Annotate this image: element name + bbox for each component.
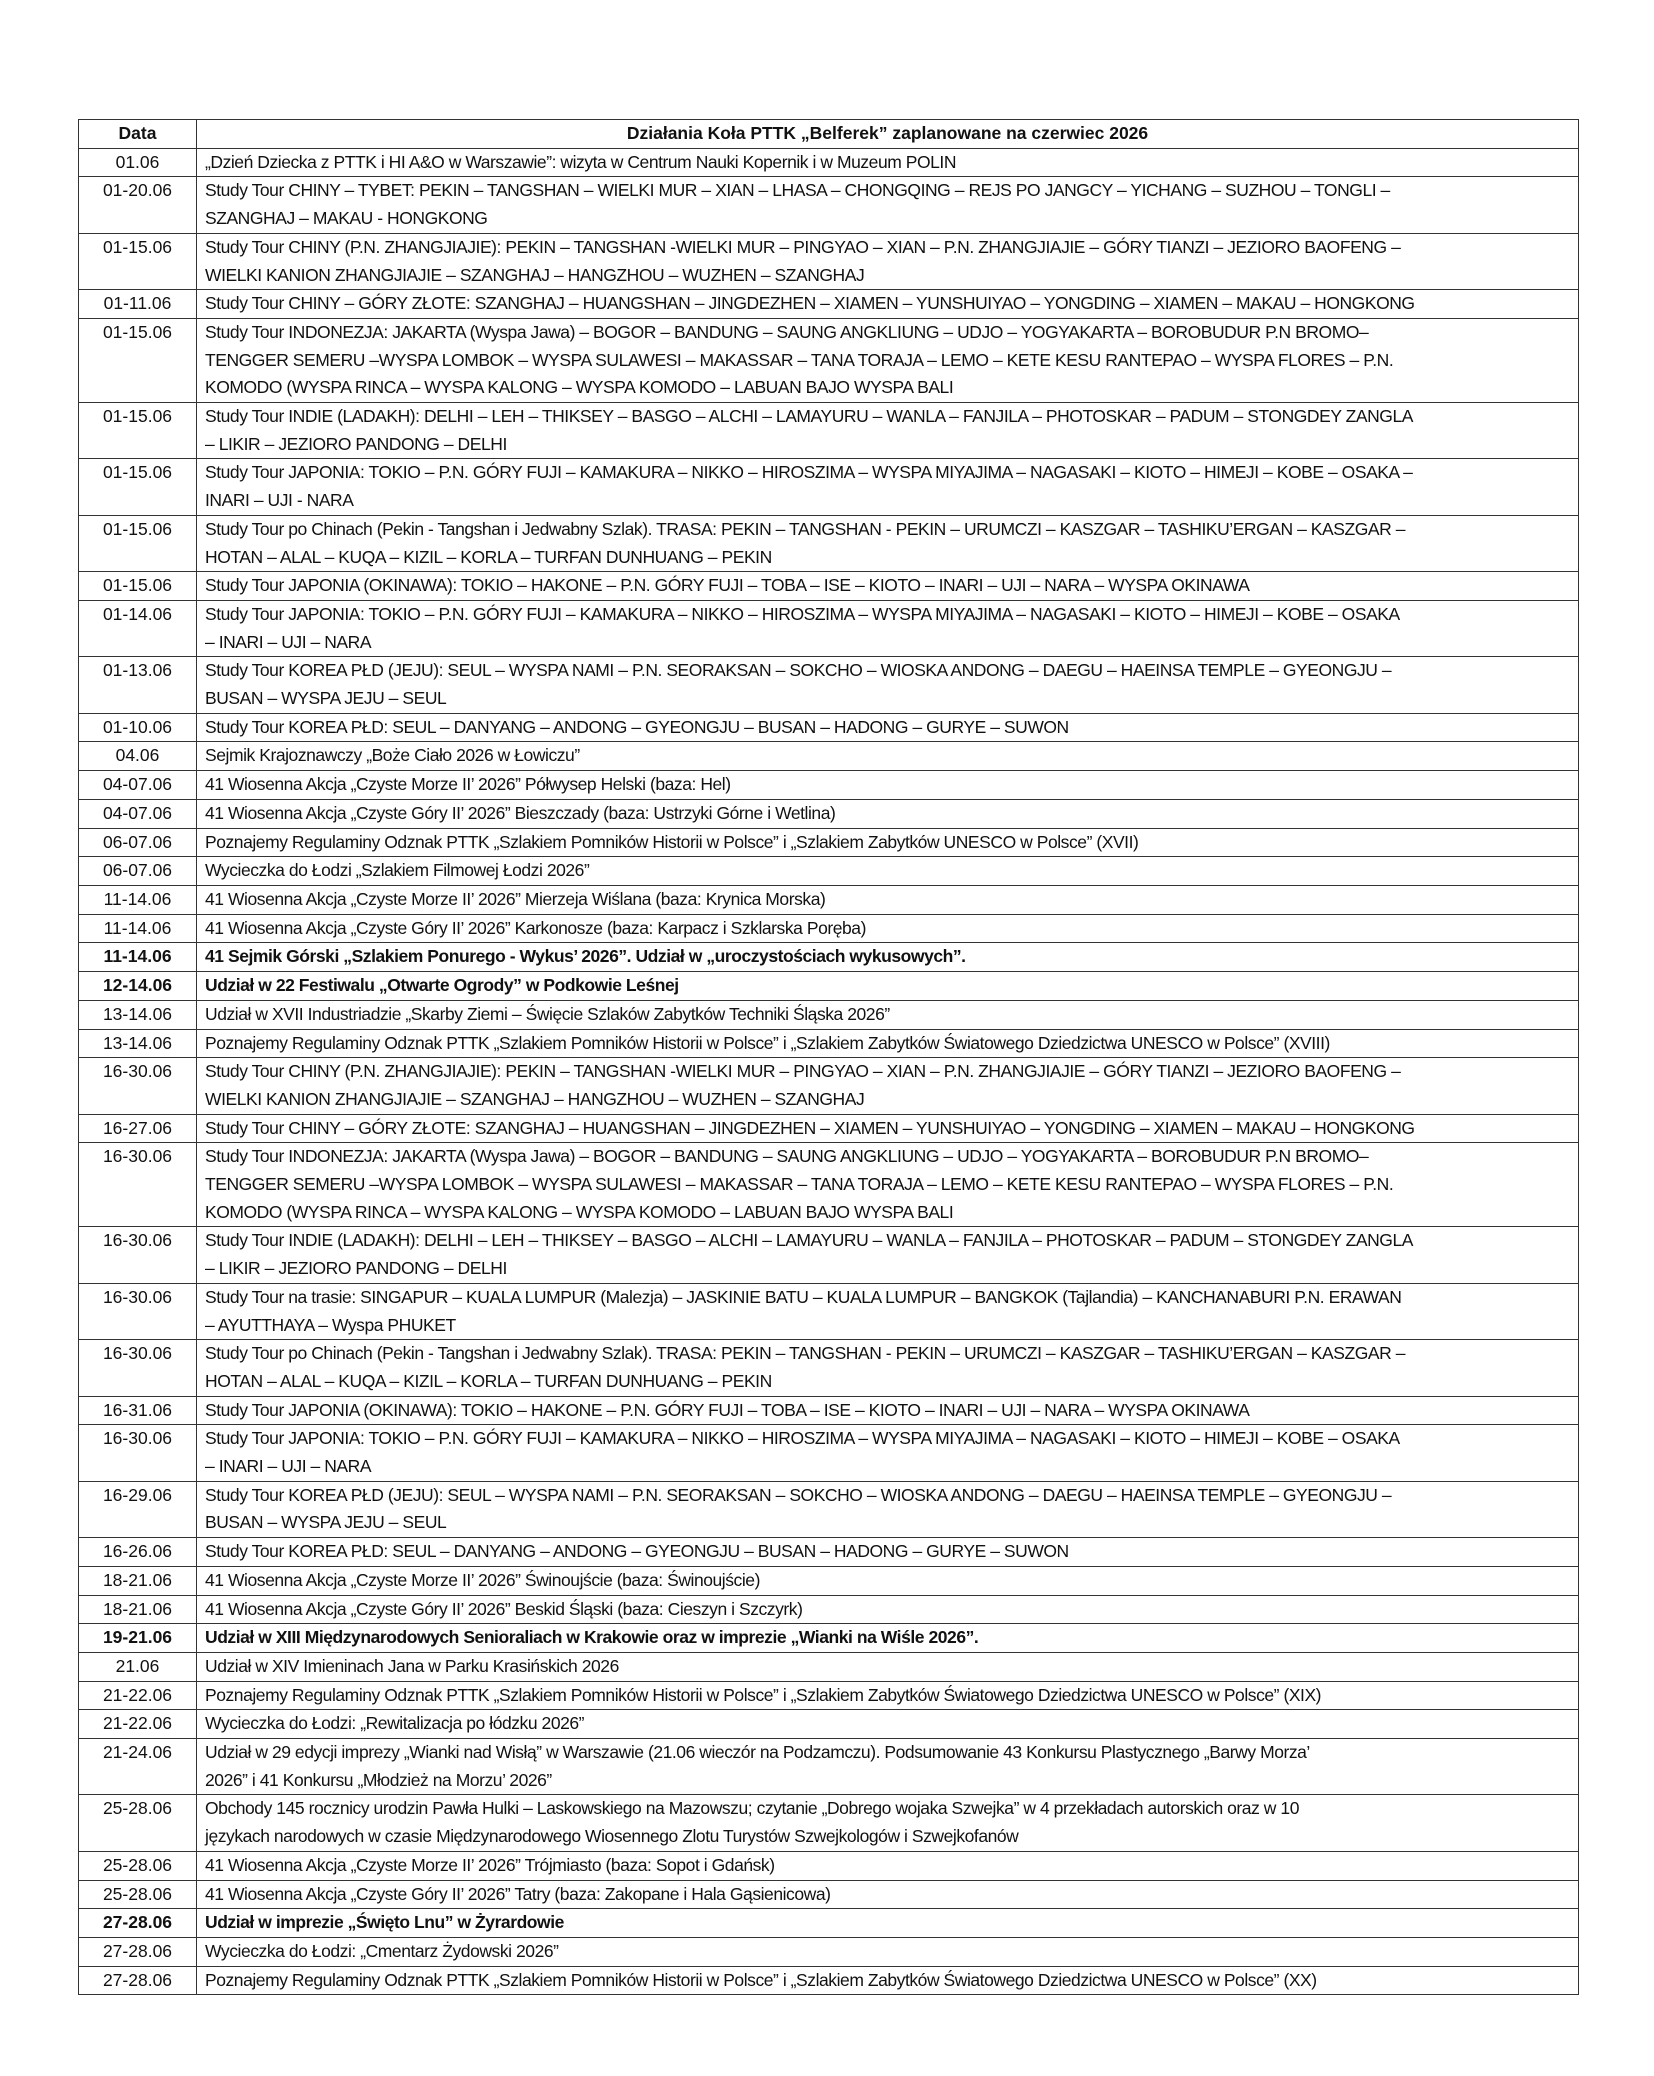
description-line: 2026” i 41 Konkursu „Młodzież na Morzu’ 2026”	[205, 1769, 552, 1790]
row-description	[197, 572, 1579, 601]
row-date: 21-22.06	[79, 1681, 197, 1710]
table-row	[79, 1396, 1579, 1425]
description-line: Study Tour JAPONIA (OKINAWA): TOKIO – HAKONE – P.N. GÓRY FUJI – TOBA – ISE – KIOTO – INARI – UJI – NARA – WYSPA OKINAWA	[205, 1399, 1250, 1420]
row-description	[197, 1966, 1579, 1995]
description-line: Study Tour INDONEZJA: JAKARTA (Wyspa Jawa) – BOGOR – BANDUNG – SAUNG ANGKLIUNG – UDJO – YOGYAKARTA – BOROBUDUR P.N BROMO–	[205, 1146, 1369, 1167]
description-line: HOTAN – ALAL – KUQA – KIZIL – KORLA – TURFAN DUNHUANG – PEKIN	[205, 546, 772, 567]
description-line: Study Tour INDIE (LADAKH): DELHI – LEH – THIKSEY – BASGO – ALCHI – LAMAYURU – WANLA – FANJILA – PHOTOSKAR – PADUM – STONGDEY ZANGLA	[205, 1230, 1413, 1251]
description-line: INARI – UJI - NARA	[205, 490, 354, 511]
description-line: Udział w imprezie „Święto Lnu” w Żyrardowie	[205, 1912, 564, 1933]
row-date: 06-07.06	[79, 857, 197, 886]
table-row	[79, 1114, 1579, 1143]
row-description	[197, 515, 1579, 571]
row-description	[197, 290, 1579, 319]
row-description	[197, 177, 1579, 233]
row-description	[197, 1624, 1579, 1653]
table-row	[79, 1283, 1579, 1339]
row-date: 25-28.06	[79, 1851, 197, 1880]
row-description	[197, 318, 1579, 402]
description-line: Poznajemy Regulaminy Odznak PTTK „Szlakiem Pomników Historii w Polsce” i „Szlakiem Zabytków Światowego Dziedzictwa UNESCO w Polsce” (XIX)	[205, 1684, 1322, 1705]
table-row	[79, 600, 1579, 656]
row-date: 16-30.06	[79, 1340, 197, 1396]
row-description	[197, 1425, 1579, 1481]
row-date: 01-15.06	[79, 318, 197, 402]
description-line: Study Tour JAPONIA: TOKIO – P.N. GÓRY FUJI – KAMAKURA – NIKKO – HIROSZIMA – WYSPA MIYAJIMA – NAGASAKI – KIOTO – HIMEJI – KOBE – OSAKA –	[205, 462, 1413, 483]
description-line: BUSAN – WYSPA JEJU – SEUL	[205, 1512, 447, 1533]
table-row	[79, 318, 1579, 402]
description-line: 41 Wiosenna Akcja „Czyste Góry II’ 2026” Bieszczady (baza: Ustrzyki Górne i Wetlina)	[205, 802, 836, 823]
row-description	[197, 1938, 1579, 1967]
description-line: Study Tour JAPONIA: TOKIO – P.N. GÓRY FUJI – KAMAKURA – NIKKO – HIROSZIMA – WYSPA MIYAJIMA – NAGASAKI – KIOTO – HIMEJI – KOBE – OSAKA	[205, 1428, 1400, 1449]
row-date: 21.06	[79, 1652, 197, 1681]
row-description	[197, 1851, 1579, 1880]
row-date: 16-27.06	[79, 1114, 197, 1143]
row-date: 16-31.06	[79, 1396, 197, 1425]
description-line: – AYUTTHAYA – Wyspa PHUKET	[205, 1314, 456, 1335]
row-date: 01-13.06	[79, 657, 197, 713]
description-line: 41 Wiosenna Akcja „Czyste Morze II’ 2026” Mierzeja Wiślana (baza: Krynica Morska)	[205, 888, 826, 909]
table-row	[79, 1538, 1579, 1567]
table-row	[79, 1681, 1579, 1710]
table-row	[79, 290, 1579, 319]
table-row	[79, 943, 1579, 972]
table-row	[79, 1652, 1579, 1681]
table-row	[79, 1880, 1579, 1909]
row-description	[197, 885, 1579, 914]
description-line: 41 Sejmik Górski „Szlakiem Ponurego - Wykus’ 2026”. Udział w „uroczystościach wykusowych”.	[205, 946, 966, 967]
table-row	[79, 1425, 1579, 1481]
description-line: Obchody 145 rocznicy urodzin Pawła Hulki – Laskowskiego na Mazowszu; czytanie „Dobrego wojaka Szwejka” w 4 przekładach autorskich oraz w 10	[205, 1798, 1299, 1819]
description-line: Study Tour po Chinach (Pekin - Tangshan i Jedwabny Szlak). TRASA: PEKIN – TANGSHAN - PEKIN – URUMCZI – KASZGAR – TASHIKU’ERGAN – KASZGAR –	[205, 518, 1405, 539]
row-date: 16-30.06	[79, 1058, 197, 1114]
row-description	[197, 403, 1579, 459]
row-description	[197, 771, 1579, 800]
table-row	[79, 1340, 1579, 1396]
description-line: Study Tour po Chinach (Pekin - Tangshan i Jedwabny Szlak). TRASA: PEKIN – TANGSHAN - PEKIN – URUMCZI – KASZGAR – TASHIKU’ERGAN – KASZGAR –	[205, 1343, 1405, 1364]
row-description	[197, 972, 1579, 1001]
description-line: Poznajemy Regulaminy Odznak PTTK „Szlakiem Pomników Historii w Polsce” i „Szlakiem Zabytków UNESCO w Polsce” (XVII)	[205, 831, 1139, 852]
description-line: Udział w 22 Festiwalu „Otwarte Ogrody” w Podkowie Leśnej	[205, 975, 679, 996]
table-row	[79, 857, 1579, 886]
table-row	[79, 828, 1579, 857]
row-description	[197, 1000, 1579, 1029]
row-date: 01-15.06	[79, 403, 197, 459]
description-line: Study Tour KOREA PŁD: SEUL – DANYANG – ANDONG – GYEONGJU – BUSAN – HADONG – GURYE – SUWON	[205, 716, 1069, 737]
description-line: Study Tour CHINY – GÓRY ZŁOTE: SZANGHAJ – HUANGSHAN – JINGDEZHEN – XIAMEN – YUNSHUIYAO – YONGDING – XIAMEN – MAKAU – HONGKONG	[205, 293, 1415, 314]
table-row	[79, 459, 1579, 515]
description-line: Sejmik Krajoznawczy „Boże Ciało 2026 w Łowiczu”	[205, 745, 580, 766]
row-description	[197, 1595, 1579, 1624]
table-row	[79, 1739, 1579, 1795]
description-line: SZANGHAJ – MAKAU - HONGKONG	[205, 208, 488, 229]
table-row	[79, 177, 1579, 233]
table-row	[79, 1938, 1579, 1967]
row-date: 01-15.06	[79, 233, 197, 289]
table-row	[79, 1795, 1579, 1851]
description-line: WIELKI KANION ZHANGJIAJIE – SZANGHAJ – HANGZHOU – WUZHEN – SZANGHAJ	[205, 264, 865, 285]
row-description	[197, 459, 1579, 515]
description-line: Study Tour JAPONIA: TOKIO – P.N. GÓRY FUJI – KAMAKURA – NIKKO – HIROSZIMA – WYSPA MIYAJIMA – NAGASAKI – KIOTO – HIMEJI – KOBE – OSAKA	[205, 603, 1400, 624]
table-row	[79, 1481, 1579, 1537]
row-description	[197, 799, 1579, 828]
description-line: Study Tour INDONEZJA: JAKARTA (Wyspa Jawa) – BOGOR – BANDUNG – SAUNG ANGKLIUNG – UDJO – YOGYAKARTA – BOROBUDUR P.N BROMO–	[205, 321, 1369, 342]
row-date: 25-28.06	[79, 1795, 197, 1851]
row-description	[197, 600, 1579, 656]
row-date: 16-29.06	[79, 1481, 197, 1537]
description-line: Study Tour KOREA PŁD (JEJU): SEUL – WYSPA NAMI – P.N. SEORAKSAN – SOKCHO – WIOSKA ANDONG – DAEGU – HAEINSA TEMPLE – GYEONGJU –	[205, 660, 1392, 681]
row-description	[197, 857, 1579, 886]
row-date: 01-14.06	[79, 600, 197, 656]
row-description	[197, 1481, 1579, 1537]
row-date: 01-15.06	[79, 515, 197, 571]
table-row	[79, 515, 1579, 571]
row-date: 01-15.06	[79, 572, 197, 601]
table-row	[79, 233, 1579, 289]
row-date: 16-30.06	[79, 1227, 197, 1283]
table-row	[79, 799, 1579, 828]
table-row	[79, 572, 1579, 601]
table-row	[79, 1227, 1579, 1283]
row-description	[197, 1566, 1579, 1595]
row-description	[197, 1880, 1579, 1909]
row-description	[197, 148, 1579, 177]
description-line: Study Tour INDIE (LADAKH): DELHI – LEH – THIKSEY – BASGO – ALCHI – LAMAYURU – WANLA – FANJILA – PHOTOSKAR – PADUM – STONGDEY ZANGLA	[205, 406, 1413, 427]
row-description	[197, 1909, 1579, 1938]
table-row	[79, 1000, 1579, 1029]
table-row	[79, 148, 1579, 177]
table-row	[79, 1029, 1579, 1058]
table-row	[79, 1966, 1579, 1995]
table-row	[79, 742, 1579, 771]
row-description	[197, 1652, 1579, 1681]
description-line: – INARI – UJI – NARA	[205, 1456, 372, 1477]
row-date: 18-21.06	[79, 1566, 197, 1595]
header-row	[79, 120, 1579, 149]
table-row	[79, 1851, 1579, 1880]
row-date: 12-14.06	[79, 972, 197, 1001]
description-line: Udział w XIII Międzynarodowych Senioraliach w Krakowie oraz w imprezie „Wianki na Wiśle 2026”.	[205, 1627, 979, 1648]
row-date: 18-21.06	[79, 1595, 197, 1624]
table-row	[79, 885, 1579, 914]
row-description	[197, 1029, 1579, 1058]
table-row	[79, 771, 1579, 800]
row-date: 01-15.06	[79, 459, 197, 515]
description-line: Wycieczka do Łodzi: „Cmentarz Żydowski 2026”	[205, 1941, 559, 1961]
header-title: Działania Koła PTTK „Belferek” zaplanowane na czerwiec 2026	[197, 120, 1579, 149]
description-line: Wycieczka do Łodzi „Szlakiem Filmowej Łodzi 2026”	[205, 860, 590, 881]
row-description	[197, 1283, 1579, 1339]
row-description	[197, 943, 1579, 972]
row-date: 16-30.06	[79, 1283, 197, 1339]
schedule-body	[79, 148, 1579, 1995]
row-description	[197, 1058, 1579, 1114]
description-line: – INARI – UJI – NARA	[205, 631, 372, 652]
table-row	[79, 1595, 1579, 1624]
description-line: KOMODO (WYSPA RINCA – WYSPA KALONG – WYSPA KOMODO – LABUAN BAJO WYSPA BALI	[205, 1201, 954, 1222]
table-row	[79, 1909, 1579, 1938]
description-line: HOTAN – ALAL – KUQA – KIZIL – KORLA – TURFAN DUNHUANG – PEKIN	[205, 1370, 772, 1391]
table-row	[79, 1624, 1579, 1653]
description-line: Study Tour JAPONIA (OKINAWA): TOKIO – HAKONE – P.N. GÓRY FUJI – TOBA – ISE – KIOTO – INARI – UJI – NARA – WYSPA OKINAWA	[205, 575, 1250, 596]
description-line: 41 Wiosenna Akcja „Czyste Góry II’ 2026” Karkonosze (baza: Karpacz i Szklarska Poręba)	[205, 917, 866, 938]
row-date: 11-14.06	[79, 885, 197, 914]
row-date: 13-14.06	[79, 1029, 197, 1058]
description-line: 41 Wiosenna Akcja „Czyste Góry II’ 2026” Beskid Śląski (baza: Cieszyn i Szczyrk)	[205, 1598, 803, 1619]
row-date: 16-26.06	[79, 1538, 197, 1567]
description-line: Study Tour CHINY – GÓRY ZŁOTE: SZANGHAJ – HUANGSHAN – JINGDEZHEN – XIAMEN – YUNSHUIYAO – YONGDING – XIAMEN – MAKAU – HONGKONG	[205, 1117, 1415, 1138]
row-description	[197, 657, 1579, 713]
row-date: 19-21.06	[79, 1624, 197, 1653]
row-description	[197, 1795, 1579, 1851]
row-date: 06-07.06	[79, 828, 197, 857]
schedule-table	[78, 119, 1579, 1995]
row-description	[197, 1340, 1579, 1396]
description-line: Poznajemy Regulaminy Odznak PTTK „Szlakiem Pomników Historii w Polsce” i „Szlakiem Zabytków Światowego Dziedzictwa UNESCO w Polsce” (XVIII)	[205, 1032, 1330, 1053]
row-date: 21-22.06	[79, 1710, 197, 1739]
row-date: 16-30.06	[79, 1425, 197, 1481]
row-date: 27-28.06	[79, 1938, 197, 1967]
description-line: BUSAN – WYSPA JEJU – SEUL	[205, 688, 447, 709]
description-line: Study Tour KOREA PŁD: SEUL – DANYANG – ANDONG – GYEONGJU – BUSAN – HADONG – GURYE – SUWON	[205, 1541, 1069, 1562]
description-line: Study Tour KOREA PŁD (JEJU): SEUL – WYSPA NAMI – P.N. SEORAKSAN – SOKCHO – WIOSKA ANDONG – DAEGU – HAEINSA TEMPLE – GYEONGJU –	[205, 1484, 1392, 1505]
row-date: 01.06	[79, 148, 197, 177]
table-row	[79, 1143, 1579, 1227]
table-row	[79, 1058, 1579, 1114]
row-description	[197, 1396, 1579, 1425]
table-row	[79, 1710, 1579, 1739]
table-row	[79, 713, 1579, 742]
table-row	[79, 657, 1579, 713]
table-row	[79, 403, 1579, 459]
row-date: 27-28.06	[79, 1909, 197, 1938]
row-description	[197, 1538, 1579, 1567]
row-date: 21-24.06	[79, 1739, 197, 1795]
description-line: KOMODO (WYSPA RINCA – WYSPA KALONG – WYSPA KOMODO – LABUAN BAJO WYSPA BALI	[205, 377, 954, 398]
row-date: 11-14.06	[79, 914, 197, 943]
row-date: 01-10.06	[79, 713, 197, 742]
row-date: 13-14.06	[79, 1000, 197, 1029]
table-row	[79, 972, 1579, 1001]
row-description	[197, 1739, 1579, 1795]
row-date: 04-07.06	[79, 771, 197, 800]
row-description	[197, 742, 1579, 771]
description-line: Study Tour CHINY (P.N. ZHANGJIAJIE): PEKIN – TANGSHAN -WIELKI MUR – PINGYAO – XIAN – P.N. ZHANGJIAJIE – GÓRY TIANZI – JEZIORO BAOFENG –	[205, 1061, 1401, 1082]
row-date: 01-20.06	[79, 177, 197, 233]
description-line: 41 Wiosenna Akcja „Czyste Morze II’ 2026” Półwysep Helski (baza: Hel)	[205, 774, 731, 795]
description-line: Poznajemy Regulaminy Odznak PTTK „Szlakiem Pomników Historii w Polsce” i „Szlakiem Zabytków Światowego Dziedzictwa UNESCO w Polsce” (XX)	[205, 1969, 1317, 1990]
row-description	[197, 1114, 1579, 1143]
table-row	[79, 1566, 1579, 1595]
table-row	[79, 914, 1579, 943]
description-line: 41 Wiosenna Akcja „Czyste Morze II’ 2026” Trójmiasto (baza: Sopot i Gdańsk)	[205, 1854, 775, 1875]
row-description	[197, 828, 1579, 857]
description-line: „Dzień Dziecka z PTTK i HI A&O w Warszawie”: wizyta w Centrum Nauki Kopernik i w Muzeum POLIN	[205, 151, 957, 172]
description-line: 41 Wiosenna Akcja „Czyste Góry II’ 2026” Tatry (baza: Zakopane i Hala Gąsienicowa)	[205, 1883, 831, 1904]
row-date: 04.06	[79, 742, 197, 771]
row-description	[197, 914, 1579, 943]
row-description	[197, 1710, 1579, 1739]
description-line: językach narodowych w czasie Międzynarodowego Wiosennego Zlotu Turystów Szwejkologów i Szwejkofanów	[205, 1826, 1019, 1847]
description-line: Udział w 29 edycji imprezy „Wianki nad Wisłą” w Warszawie (21.06 wieczór na Podzamczu). Podsumowanie 43 Konkursu Plastycznego „Barwy Morza’	[205, 1742, 1310, 1763]
description-line: Study Tour CHINY (P.N. ZHANGJIAJIE): PEKIN – TANGSHAN -WIELKI MUR – PINGYAO – XIAN – P.N. ZHANGJIAJIE – GÓRY TIANZI – JEZIORO BAOFENG –	[205, 236, 1401, 257]
description-line: WIELKI KANION ZHANGJIAJIE – SZANGHAJ – HANGZHOU – WUZHEN – SZANGHAJ	[205, 1088, 865, 1109]
row-date: 16-30.06	[79, 1143, 197, 1227]
row-description	[197, 1681, 1579, 1710]
header-date: Data	[79, 120, 197, 149]
row-description	[197, 233, 1579, 289]
description-line: 41 Wiosenna Akcja „Czyste Morze II’ 2026” Świnoujście (baza: Świnoujście)	[205, 1569, 760, 1590]
description-line: TENGGER SEMERU –WYSPA LOMBOK – WYSPA SULAWESI – MAKASSAR – TANA TORAJA – LEMO – KETE KESU RANTEPAO – WYSPA FLORES – P.N.	[205, 349, 1394, 370]
description-line: Udział w XIV Imieninach Jana w Parku Krasińskich 2026	[205, 1655, 619, 1676]
description-line: Udział w XVII Industriadzie „Skarby Ziemi – Święcie Szlaków Zabytków Techniki Śląska 2026”	[205, 1003, 890, 1024]
row-date: 25-28.06	[79, 1880, 197, 1909]
row-date: 04-07.06	[79, 799, 197, 828]
row-date: 11-14.06	[79, 943, 197, 972]
row-description	[197, 1227, 1579, 1283]
description-line: – LIKIR – JEZIORO PANDONG – DELHI	[205, 1258, 507, 1279]
description-line: Wycieczka do Łodzi: „Rewitalizacja po łódzku 2026”	[205, 1713, 585, 1734]
description-line: – LIKIR – JEZIORO PANDONG – DELHI	[205, 433, 507, 454]
description-line: Study Tour CHINY – TYBET: PEKIN – TANGSHAN – WIELKI MUR – XIAN – LHASA – CHONGQING – REJS PO JANGCY – YICHANG – SUZHOU – TONGLI –	[205, 180, 1390, 201]
row-description	[197, 713, 1579, 742]
description-line: Study Tour na trasie: SINGAPUR – KUALA LUMPUR (Malezja) – JASKINIE BATU – KUALA LUMPUR – BANGKOK (Tajlandia) – KANCHANABURI P.N. ERAWAN	[205, 1286, 1402, 1307]
row-date: 27-28.06	[79, 1966, 197, 1995]
description-line: TENGGER SEMERU –WYSPA LOMBOK – WYSPA SULAWESI – MAKASSAR – TANA TORAJA – LEMO – KETE KESU RANTEPAO – WYSPA FLORES – P.N.	[205, 1174, 1394, 1195]
row-description	[197, 1143, 1579, 1227]
row-date: 01-11.06	[79, 290, 197, 319]
